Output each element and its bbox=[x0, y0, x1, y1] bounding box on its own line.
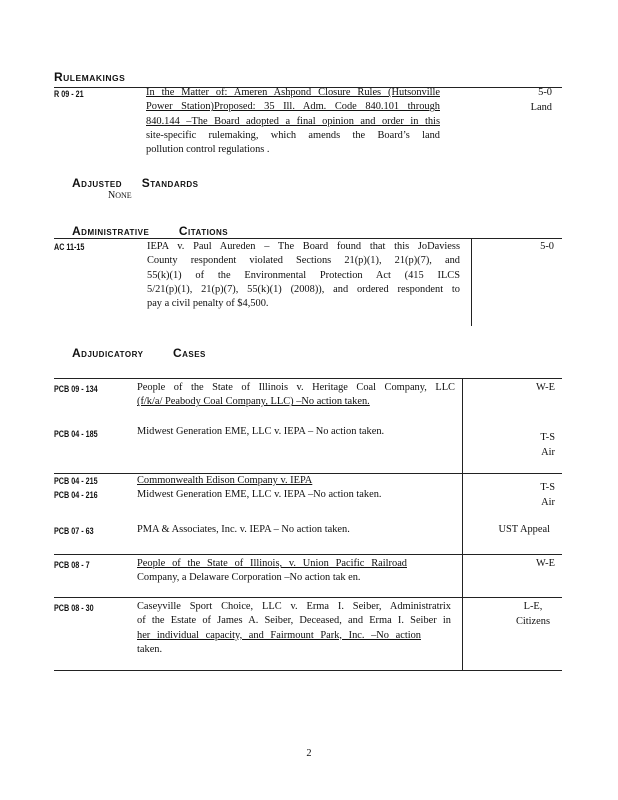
column-divider bbox=[471, 238, 472, 326]
case-category: W-E bbox=[535, 558, 555, 569]
vote-count: 5-0 bbox=[540, 241, 554, 252]
case-category: W-E bbox=[535, 382, 555, 393]
case-description: PMA & Associates, Inc. v. IEPA – No action taken. bbox=[137, 524, 350, 535]
case-description: People of the State of Illinois v. Heritage Coal Company, LLC (f/k/a/ Peabody Coal Company, LLC) –No action taken. bbox=[137, 382, 455, 408]
docket-number: PCB 08 - 7 bbox=[54, 560, 90, 570]
docket-number: PCB 07 - 63 bbox=[54, 526, 94, 536]
case-description: Caseyville Sport Choice, LLC v. Erma I. Seiber, Administratrix of the Estate of James A. Seiber, Deceased, and Erma I. Seiber in her individual capacity, and Fairmount Park, Inc. –No action taken. bbox=[137, 601, 451, 655]
section-heading-rulemakings: RULEMAKINGS bbox=[54, 70, 126, 84]
case-description: Midwest Generation EME, LLC v. IEPA – No action taken. bbox=[137, 426, 385, 437]
docket-number: PCB 09 - 134 bbox=[54, 384, 98, 394]
section-heading-adjudicatory-cases: ADJUDICATORY CASES bbox=[72, 346, 206, 360]
docket-number: PCB 04 - 185 bbox=[54, 429, 98, 439]
docket-number: R 09 - 21 bbox=[54, 89, 84, 99]
column-divider bbox=[462, 378, 463, 670]
divider bbox=[54, 670, 562, 671]
docket-number: PCB 04 - 215 bbox=[54, 476, 98, 486]
section-heading-administrative-citations: ADMINISTRATIVE CITATIONS bbox=[72, 224, 229, 238]
rulemaking-description: In the Matter of: Ameren Ashpond Closure Rules (Hutsonville Power Station)Proposed: 35 Ill. Adm. Code 840.101 through 840.144 –The Board adopted a final opinion and order in this site-specific rulemaking, which amends the Board’s land pollution control regulations . bbox=[146, 87, 440, 156]
section-heading-adjusted-standards: ADJUSTED STANDARDS bbox=[72, 176, 199, 190]
page-number: 2 bbox=[306, 748, 312, 759]
case-category: UST Appeal bbox=[498, 524, 550, 535]
case-description: Commonwealth Edison Company v. IEPA Midwest Generation EME, LLC v. IEPA –No action taken. bbox=[137, 475, 382, 501]
docket-number: PCB 08 - 30 bbox=[54, 603, 94, 613]
none-label: NONE bbox=[108, 190, 132, 201]
case-description: People of the State of Illinois, v. Union Pacific Railroad Company, a Delaware Corporation –No action tak en. bbox=[137, 558, 407, 584]
vote-count: 5-0 Land bbox=[530, 87, 552, 113]
docket-number: AC 11-15 bbox=[54, 242, 85, 252]
docket-number: PCB 04 - 216 bbox=[54, 490, 98, 500]
case-category: T-S Air bbox=[540, 482, 555, 508]
citation-description: IEPA v. Paul Aureden – The Board found that this JoDaviess County respondent violated Sections 21(p)(1), 21(p)(7), and 55(k)(1) of the Environmental Protection Act (415 ILCS 5/21(p)(1), 21(p)(7), 55(k)(1) (2008)), and ordered respondent to pay a civil penalty of $4,500. bbox=[147, 241, 460, 310]
case-category: T-S Air bbox=[540, 432, 555, 458]
divider bbox=[54, 597, 562, 598]
case-category: L-E, Citizens bbox=[515, 601, 551, 627]
divider bbox=[54, 238, 562, 239]
divider bbox=[54, 378, 562, 379]
divider bbox=[54, 554, 562, 555]
